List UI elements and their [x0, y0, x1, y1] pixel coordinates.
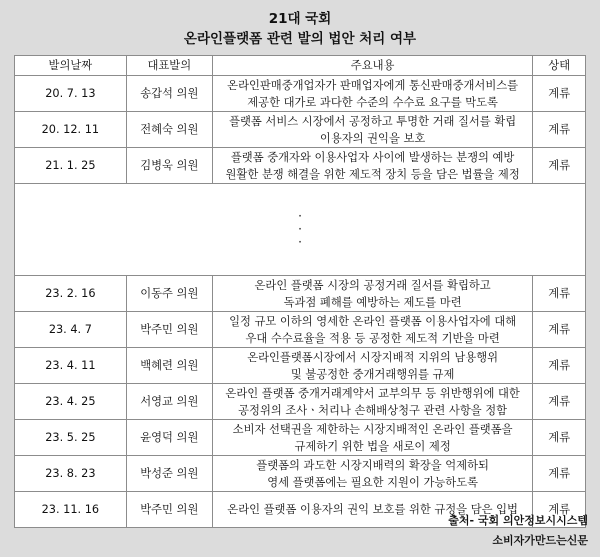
ellipsis-dot: ·: [298, 209, 302, 223]
footer: [448, 511, 588, 551]
content-line-1: 플랫폼의 과도한 시장지배력의 확장을 억제하되: [256, 458, 489, 472]
row-content: [212, 456, 533, 492]
table-row: [15, 456, 586, 492]
omitted-rows: [15, 184, 586, 276]
content-line-1: 플랫폼 중개자와 이용사업자 사이에 발생하는 분쟁의 예방: [230, 150, 515, 164]
row-status: 계류: [533, 384, 586, 420]
table-title: [0, 9, 600, 49]
ellipsis-dot: ·: [298, 222, 302, 236]
row-content: [212, 112, 533, 148]
row-date: 23. 4. 25: [15, 384, 127, 420]
row-status: 계류: [533, 348, 586, 384]
row-sponsor: 윤영덕 의원: [126, 420, 212, 456]
table-row: [15, 76, 586, 112]
table-row: [15, 384, 586, 420]
row-sponsor: 백혜련 의원: [126, 348, 212, 384]
header-date: 발의날짜: [15, 56, 127, 76]
publisher-credit: 소비자가만드는신문: [492, 534, 588, 547]
row-status: 계류: [533, 276, 586, 312]
row-sponsor: 박성준 의원: [126, 456, 212, 492]
row-date: 21. 1. 25: [15, 148, 127, 184]
row-date: 23. 4. 11: [15, 348, 127, 384]
row-status: 계류: [533, 420, 586, 456]
row-content: [212, 420, 533, 456]
table-row: [15, 276, 586, 312]
row-date: 23. 11. 16: [15, 492, 127, 528]
header-sponsor: 대표발의: [126, 56, 212, 76]
row-status: 계류: [533, 148, 586, 184]
table-row: [15, 312, 586, 348]
content-line-2: 영세 플랫폼에는 필요한 지원이 가능하도록: [267, 475, 479, 489]
table-row: [15, 348, 586, 384]
bill-table: [14, 55, 586, 528]
row-status: 계류: [533, 312, 586, 348]
row-content: [212, 384, 533, 420]
row-date: 23. 8. 23: [15, 456, 127, 492]
row-content: [212, 76, 533, 112]
row-date: 20. 7. 13: [15, 76, 127, 112]
content-line-1: 온라인플랫폼시장에서 시장지배적 지위의 남용행위: [247, 350, 499, 364]
row-status: 계류: [533, 76, 586, 112]
content-line-1: 일정 규모 이하의 영세한 온라인 플랫폼 이용사업자에 대해: [229, 314, 517, 328]
content-line-2: 이용자의 권익을 보호: [319, 131, 426, 145]
row-sponsor: 전혜숙 의원: [126, 112, 212, 148]
row-status: 계류: [533, 456, 586, 492]
content-line-1: 온라인 플랫폼 이용자의 권익 보호를 위한 규정을 담은 입법: [227, 503, 518, 516]
ellipsis-dots: [15, 184, 586, 276]
row-content: [212, 348, 533, 384]
header-row: [15, 56, 586, 76]
content-line-2: 제공한 대가로 과다한 수준의 수수료 요구를 막도록: [247, 95, 498, 109]
content-line-2: 및 불공정한 중개거래행위를 규제: [290, 367, 455, 381]
table-row: [15, 112, 586, 148]
title-line-1: 21대 국회: [268, 11, 332, 27]
title-line-2: 온라인플랫폼 관련 발의 법안 처리 여부: [183, 31, 417, 47]
content-line-2: 독과점 폐해를 예방하는 제도를 마련: [283, 295, 462, 309]
row-sponsor: 김병욱 의원: [126, 148, 212, 184]
row-date: 20. 12. 11: [15, 112, 127, 148]
source-credit: 출처- 국회 의안정보시시스템: [448, 514, 588, 527]
row-sponsor: 송갑석 의원: [126, 76, 212, 112]
content-line-2: 원활한 분쟁 해결을 위한 제도적 장치 등을 담은 법률을 제정: [225, 167, 520, 181]
content-line-2: 우대 수수료율을 적용 등 공정한 제도적 기반을 마련: [245, 331, 500, 345]
row-status: 계류: [533, 112, 586, 148]
content-line-2: 공정위의 조사ㆍ처리나 손해배상청구 관련 사항을 정함: [238, 403, 508, 417]
content-line-1: 플랫폼 서비스 시장에서 공정하고 투명한 거래 질서를 확립: [229, 114, 517, 128]
row-status: 계류: [533, 492, 586, 528]
content-line-1: 소비자 선택권을 제한하는 시장지배적인 온라인 플랫폼을: [232, 422, 513, 436]
row-date: 23. 5. 25: [15, 420, 127, 456]
row-content: [212, 148, 533, 184]
header-status: 상태: [533, 56, 586, 76]
content-line-2: 규제하기 위한 법을 새로이 제정: [294, 439, 451, 453]
row-sponsor: 이동주 의원: [126, 276, 212, 312]
row-sponsor: 박주민 의원: [126, 492, 212, 528]
content-line-1: 온라인 플랫폼 중개거래계약서 교부의무 등 위반행위에 대한: [225, 386, 520, 400]
row-date: 23. 4. 7: [15, 312, 127, 348]
table-row: [15, 420, 586, 456]
header-content: 주요내용: [212, 56, 533, 76]
row-sponsor: 서영교 의원: [126, 384, 212, 420]
row-content: [212, 276, 533, 312]
table-row: [15, 148, 586, 184]
row-date: 23. 2. 16: [15, 276, 127, 312]
ellipsis-dot: ·: [298, 235, 302, 249]
row-content: [212, 312, 533, 348]
content-line-1: 온라인 플랫폼 시장의 공정거래 질서를 확립하고: [254, 278, 491, 292]
content-line-1: 온라인판매중개업자가 판매업자에게 통신판매중개서비스를: [227, 78, 519, 92]
row-sponsor: 박주민 의원: [126, 312, 212, 348]
